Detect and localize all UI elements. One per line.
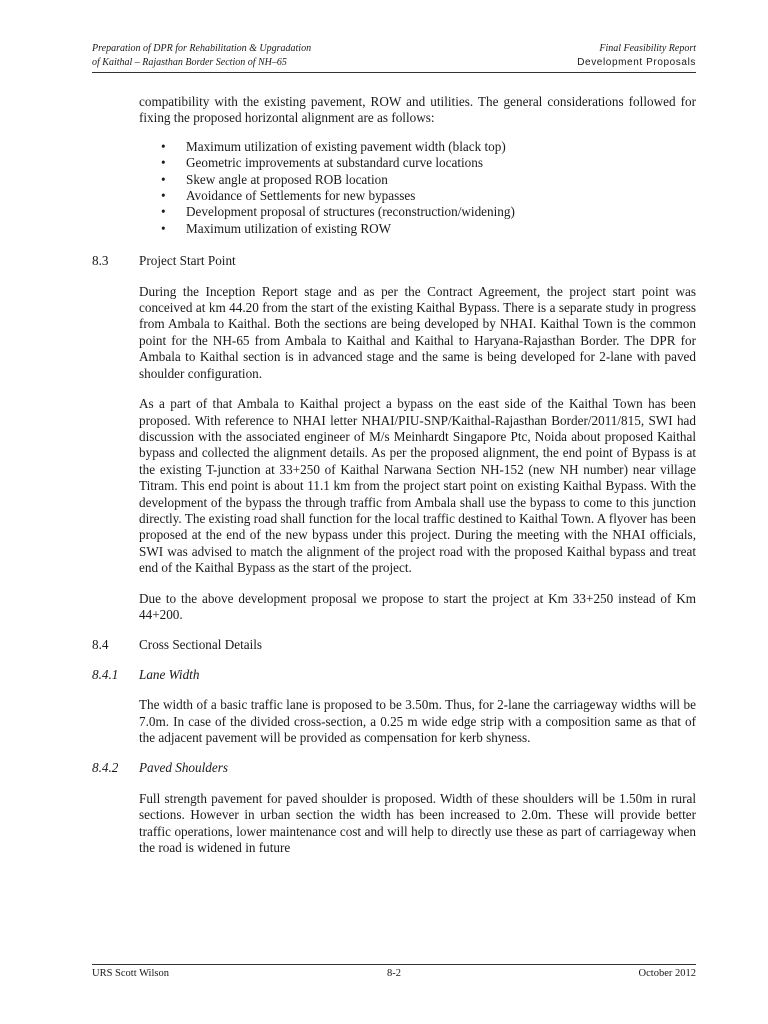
list-item: • Development proposal of structures (reconstruction/widening)	[139, 204, 696, 220]
header-report-title	[577, 42, 696, 70]
section-title: Cross Sectional Details	[139, 637, 263, 653]
list-item: • Maximum utilization of existing pavement width (black top)	[139, 139, 696, 155]
paragraph: Full strength pavement for paved shoulder is proposed. Width of these shoulders will be 1.50m in rural sections. However in urban section the width has been increased to 2.0m. These will provide better traffic operations, lower maintenance cost and will help to directly use these as part of carriageway when the road is widened in future	[139, 790, 696, 856]
paragraph: The width of a basic traffic lane is proposed to be 3.50m. Thus, for 2-lane the carriageway widths will be 7.0m. In case of the divided cross-section, a 0.25 m wide edge strip with a composition same as that of the adjacent pavement will be provided as compensation for kerb shyness.	[139, 697, 696, 745]
list-item: • Skew angle at proposed ROB location	[139, 172, 696, 188]
section-number: 8.4	[92, 637, 109, 653]
header-project-title	[92, 42, 311, 70]
page-body	[92, 94, 696, 856]
intro-paragraph: compatibility with the existing pavement, ROW and utilities. The general considerations followed for fixing the proposed horizontal alignment are as follows:	[139, 94, 696, 126]
header-right-line2: Development Proposals	[577, 57, 696, 68]
section-number: 8.3	[92, 253, 109, 269]
section-heading-8-4	[92, 637, 696, 653]
section-heading-8-3	[92, 253, 696, 269]
footer-date: October 2012	[638, 968, 696, 979]
header-right-line1: Final Feasibility Report	[599, 43, 696, 54]
footer-page-number: 8-2	[387, 968, 401, 979]
paragraph: During the Inception Report stage and as per the Contract Agreement, the project start point was conceived at km 44.20 from the start of the existing Kaithal Bypass. There is a separate study in progress from Ambala to Kaithal. Both the sections are being developed by NHAI. Kaithal Town is the common point for the NH-65 from Ambala to Kaithal and Kaithal to Haryana-Rajasthan Border. The DPR for Ambala to Kaithal section is in advanced stage and the same is being developed for 2-lane with paved shoulder configuration.	[139, 283, 696, 381]
considerations-list	[92, 139, 696, 237]
paragraph: As a part of that Ambala to Kaithal project a bypass on the east side of the Kaithal Town has been proposed. With reference to NHAI letter NHAI/PIU-SNP/Kaithal-Rajasthan Border/2011/815, SWI had discussion with the associated engineer of M/s Meinhardt Singapore Ptc, Noida about proposed Kaithal bypass and collected the alignment details. As per the proposed alignment, the end point of Bypass is at the existing T-junction at 33+250 of Kaithal Narwana Section NH-152 (new NH number) near village Titram. This end point is about 11.1 km from the project start point on existing Kaithal Bypass. With the development of the bypass the through traffic from Ambala shall use the bypass to come to this junction directly. The existing road shall function for the local traffic destined to Kaithal Town. A flyover has been proposed at the end of the new bypass under this project. During the meeting with the NHAI officials, SWI was advised to match the alignment of the project road with the proposed Kaithal bypass and treat end of the Kaithal Bypass as the start of the project.	[139, 396, 696, 576]
subsection-number: 8.4.2	[92, 760, 119, 776]
subsection-heading-8-4-2	[92, 760, 696, 776]
page-footer	[92, 964, 696, 984]
footer-company: URS Scott Wilson	[92, 968, 169, 979]
list-item: • Maximum utilization of existing ROW	[139, 221, 696, 237]
paragraph: Due to the above development proposal we propose to start the project at Km 33+250 instead of Km 44+200.	[139, 590, 696, 622]
subsection-heading-8-4-1	[92, 667, 696, 683]
header-left-line2: of Kaithal – Rajasthan Border Section of NH–65	[92, 57, 287, 68]
list-item: • Geometric improvements at substandard curve locations	[139, 155, 696, 171]
subsection-title: Paved Shoulders	[139, 760, 228, 776]
section-title: Project Start Point	[139, 253, 236, 269]
header-left-line1: Preparation of DPR for Rehabilitation & Upgradation	[92, 43, 312, 54]
list-item: • Avoidance of Settlements for new bypasses	[139, 188, 696, 204]
page-header	[92, 42, 696, 73]
subsection-number: 8.4.1	[92, 666, 119, 682]
subsection-title: Lane Width	[139, 666, 200, 682]
